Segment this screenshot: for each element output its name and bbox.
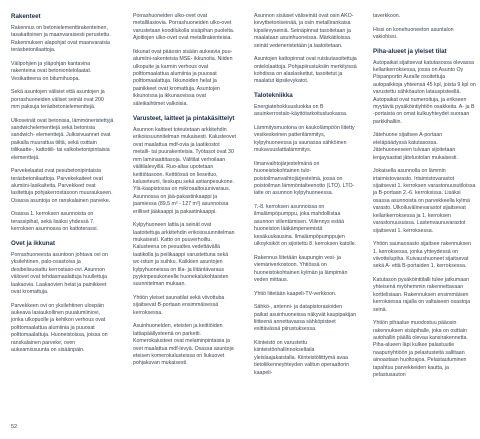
section-heading: Piha-alueet ja yleiset tilat (373, 47, 447, 55)
paragraph: Porrashuoneiden ulko-ovet ovat metallilasiovia. Porrashuoneiden ulko-ovet varustetaan koodilukolla sisäpihan puolelta. Ajoitiojen ulko-ovet ovat metallirakenteisia. (133, 13, 235, 42)
paragraph: Lämmitysmuotona on kaukolämpöön liitetty vesikeskeinen patterilämmitys, kylpyhuoneessa ja saunassa sähköinen mukavuuslattialämmitys. (254, 125, 355, 154)
paragraph: Parvekelaatat ovat pesubetonipintaisia teräsbetonilaattoja. Parvekekaiteet ovat alumiini-lasikaiteita. Parvekkeet ovat lasitettuja pohjakerrostasoon muuraukseen. Osassa asuntoja on ranskalainen parveke. (11, 168, 113, 204)
text-column-2 (133, 13, 236, 374)
paragraph: 7.-8. kerroksen asunnoissa on ilmalämpöpumppu, joka mahdollistaa asunnon viilentämisen. Viilennys estää huoneiston lääkämpenemistä kesäkuukausina. Ilmalämpöpumppujen ulkoyksiköt on sijoitettu 8. kerroksen katolle. (254, 204, 357, 248)
paragraph: Yhtiön yleiset saunatilat sekä viivottuba sijaitsevat B-portaan ensimmäisessä kerroksessa. (133, 294, 225, 316)
paragraph: Ikkunat ovat pääosin sisään aukeavia puu-alumiini-rakenteisia MSE- ikkunoita. Niiden ulkopuite ja karmin verhous ovat polttomaalattua alumiinia ja puuosat polttomaalattuja. Ikkunoiden helat ja painikkeet ovat kromattuja. Asuntojen ikkunoissa ja ikkunaovissa ovat säleikaihtimet valkoisia. (133, 48, 233, 107)
paragraph: Osassa 1. kerroksen asunnoista on terassipihat, sekä lisäksi yhdessä 7. kerroksen asunnossa on kattoterassi. (11, 211, 98, 233)
section-heading: Varusteet, laitteet ja pintakäsittelyt (133, 115, 235, 123)
paragraph: Yhtiön pihaalue muodostuu pääosin rakennuksen sisäpihalle, joka on osittain autohallin päällä olevaa kansirakennetta. Piha-alueen läpi kulkee palastuutie naapuriyhtiöön ja pelastusteitä sallitaan ainoastaan huoltoajoa. Pelastautuminen tapahtuu parvekkeiden kautta, ja pelastusauton (373, 320, 468, 378)
paragraph: taverkkoon. (373, 13, 401, 19)
paragraph: Asunnon kaitteet toteutetaan arkkitehdin erikoissuunnitelman mukaisesti. Kalusteovet ovat maalattua mdf-ovia ja laatikostot metalli- tai puurakenteisia. Työtasot ovat 30 mm laminaattitasoja. Välitilat verhoilaan välitilalevyillä. Ruo-allas upotetaan keittiötasoon. Keittiössä on lieseituo, kaluseteuni, lieskupu sekä astianpesukone. Ylä-kaapistossa on mikroaaltouunivaraus. Asunnossa on jää-pakastinkaappi ja jaamiessa (89,5 m² - 127 m²) asunnoissa erilliset jääkaappi ja pakastinkaappi. (133, 127, 237, 215)
paragraph: Parvekkeen ovi on yksilehtinen ulospäin aukeava lasiaukollinen puualumiiniovi, jonka ulkopuolle ja kehikon verhous ovat polttomaalattua alumiinia ja puuosat polttomaalattuja. Huoneistoissa, joissa on ranskalainen parveke, oven aukeamissuunta on sisäänpäin. (11, 302, 108, 353)
paragraph: Ulkoseinät ovat betonisia, lämmöneristettyjä sandwichelementtejä sekä betonisia sandwich- elementtejä. Julkisivuannet ovat paikalla muurattua tiiltä, sekä osittain tiilikaatte-, kattotiili- tai valkobetonipintaisia elementtejä. (11, 117, 114, 161)
paragraph: Energiatehokkuusluokka on B asuinkerrostalo-käyttötarkoitusluokassa. (254, 104, 348, 118)
paragraph: Asuntojen kattopinnat ovat ruiskutasoitettuja ontelolaattoja. Pohjapiirustuksiin merkityissä kohdissa on alaslaskettut, tasoitetut ja maalatut kipsilevykatot. (254, 56, 357, 85)
text-column-1 (11, 13, 114, 361)
page-number: 52 (11, 424, 18, 430)
paragraph: Porrashuoneesta asuntoon johtava ovi on yksilehtinen, palo-osastoiva ja desibelisuoiattu kerrostaso-ovi. Asunnon väliovet ovat tehdasmaalattuja huullettuja laakaovia. Laakaovien helat ja painikkeet ovat kromattuja. (11, 251, 108, 295)
paragraph: Jokaisella asunnolla on lämmin irtaimistovarasto. Irtaimistovarastot sijaitsevat 1. kerroksen varastonuusutiloissa ja B-portaan 2.-6. kerroksissa. Lisäksi osassa asunnoista on parvekkeella kylmä varasto. Ulkoiluvälinevarastot sijaitsevat kellarikerroksessa ja 1. kerroksen varastonuusuissa. Lastenvaunuvarastot sijaitsevat 1. kerroksessa. (373, 168, 476, 234)
paragraph: Yhtiön saunaosasto sijaitsee rakennuksen 1. kerroksessa, jonka yhteydessä on viivottelupiha. Kuivaushuoneet sijaitsevat sekä A- että B-portaiden 1. kerroksessa. (373, 241, 472, 270)
text-column-3 (254, 13, 357, 383)
paragraph: Autopaikat sijaitsevat katutasossa olevassa kellarikerroksessa, jossa on Asunto Oy Pispanportin Auralle osoitettuja autopaikkoja yhteensä 45 kpl, joista 9 kpl on varustettu sähköauton latauspisteellä. Autopaikat ovat numeroituja, ja erikseen myytäviä pysäköintiyhtiön osakkeita. A- ja B -portaista on omat kulkuyhteydet suoraan parkkihalliin. (373, 59, 476, 125)
section-heading: Talotekniikka (254, 92, 293, 100)
paragraph: Yhtiö liitetään kaapeli-TV-verkkoon. (254, 290, 337, 297)
paragraph: Hissi on konehuoneeton asuntalon vakiohissi. (373, 26, 454, 40)
section-heading: Rakenteet (11, 13, 41, 20)
paragraph: Katutason pysäköinttilalli tulee jatkumaan yhteisenä myöhemmin rakennettavaan korttelisiaan. Rakennuksen ensimmäisen kerroksessa rajalla on valtaiseen osastoja seinä. (373, 276, 471, 313)
paragraph: Sekä asuntojen välisiet että asuntojen ja porrashuoneiden väliset seinät ovat 200 mm paksuja teräsbetonielementtejä. (11, 89, 105, 111)
paragraph: Asuinhuoneiden, eteisten ja keittiöiden lattiapäällysteenä on parketti. Komerokalusteet ovat melaminpintaisia ja ovet maalattua mdf-levyä. Osassa asuntoja eteisen komerokalusteissa on liukuovet pohjakuvan mukaisesti. (133, 323, 234, 367)
paragraph: Jätehuone sijaitsee A-portaan eteläpäädyssä katutasossa. Jätehuoneeseen tulvaan sijoitetaan lenjaysastiat jäteluotolan mukaisesti. (373, 132, 458, 161)
paragraph: Ilmanvaihtojärjestelmänä on huoneistokohtainen tulo-poistoilmanvaihtojärjestelmä, jossa on poistoilman lämmöntalteenotto (LTO). LTO-laite on asunnon kylpyhuoneessa. (254, 160, 355, 197)
paragraph: Asunnon sisäiset väliseinät ovat osin AKO-kevytbetoniseinää, ja osin metallirankaisa kipsilevyseiniä. Seinäpinnat tasoitetaan ja maalataan asuinhuoneissa. Märkätiloissa seinät vedeneristetään ja laatoitetaan. (254, 13, 354, 49)
paragraph: Rakennus on betonielementtirakenteinen, tasakattoinen ja maanvaraisesti perustettu. Rakennuksen alapohjat ovat maanvaraisia teräsbetonilaattoja. (11, 25, 111, 54)
paragraph: Sähkö-, antenni- ja datapistorasioiden paikat asuinhuoneissa näkyvät kaupipakijan liitteenä annettavassa sähköpisteet esittävässä piirustuksessa. (254, 304, 357, 333)
text-column-4 (373, 13, 476, 386)
paragraph: Rakennus liitetään kaupungin vesi- ja viemäriverkostoon. Yhtiössä on huoneistokohtainen kylmän ja lämpimän veden mittaus. (254, 254, 348, 283)
paragraph: Kylpyhuoneen lattia ja seinät ovat laatoitettuja arkkitehdin erikoissuunnitelman mukaisesti. Katto on puuverhoiltu. Kalusteena on pesualtes vedettävällä laatikolla ja peilikaappi varustettuna sekä wc-istuin ja suihku. Kaikkien asuntojen kylpyhuoneissa on tila- ja liitäntävaraus pyykinpesukoneelle huonekalukohtaisten suunnitelman mukaan. (133, 222, 235, 288)
paragraph: Välipohjien ja yläpohjan kantavina rakenteina ovat betoniontelolaatat. Vesikatteena on bitumihuopa. (11, 60, 92, 82)
section-heading: Ovet ja ikkunat (11, 239, 56, 247)
paragraph: Kiinteistö on varustettu kiinteistönhallinnokseltaila yleislaajakaistalla. Kiinteistöliittymä avaa tietoliikenneyhteyden valitun operaattorin kaapeli- (254, 339, 350, 376)
